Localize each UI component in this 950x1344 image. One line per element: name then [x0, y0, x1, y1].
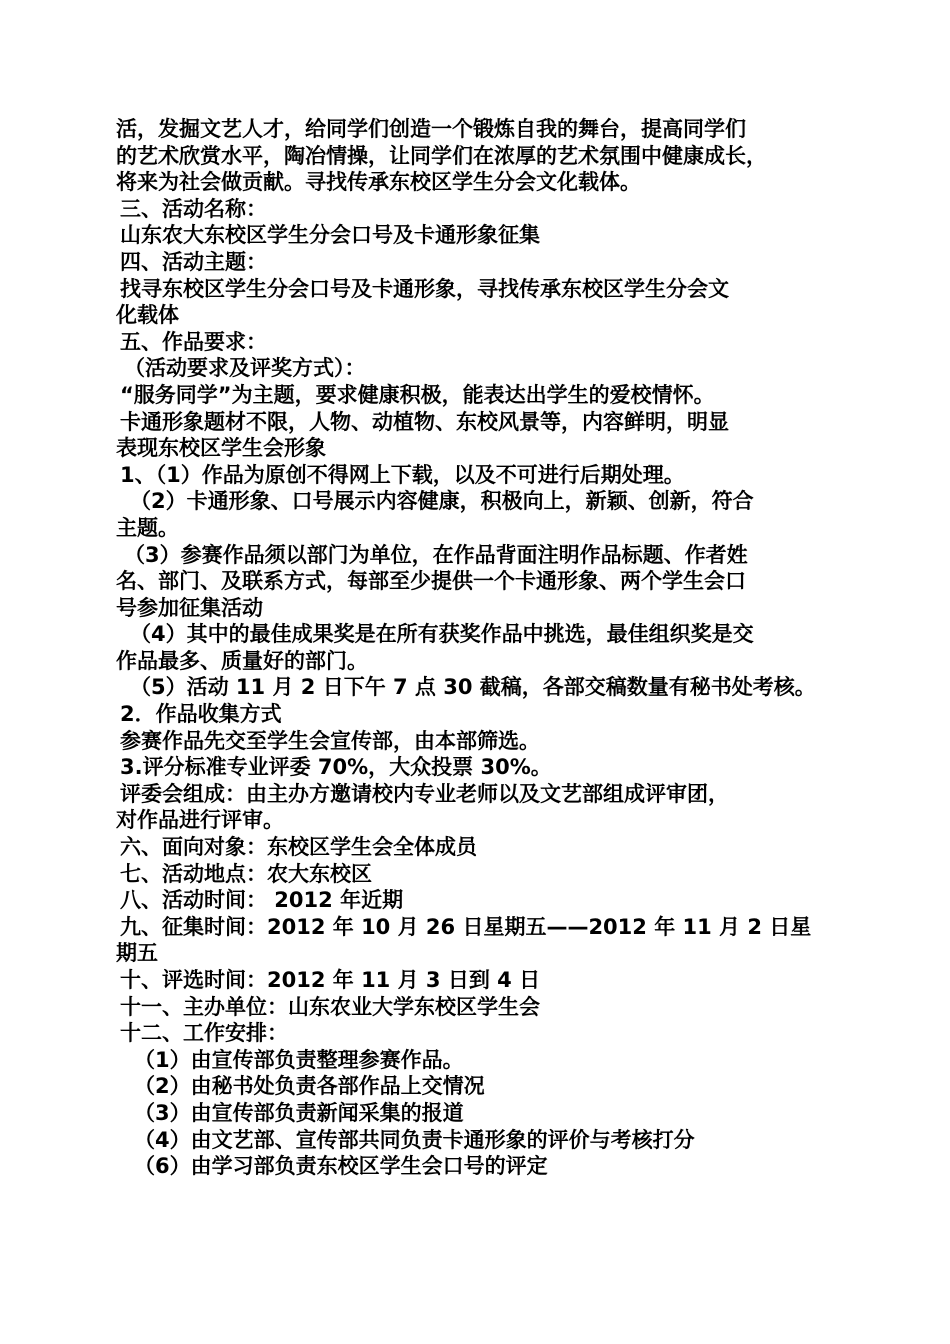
section-heading: 三、活动名称：: [120, 196, 267, 221]
list-item: （4）由文艺部、宣传部共同负责卡通形象的评价与考核打分: [134, 1127, 695, 1152]
list-item: （2）由秘书处负责各部作品上交情况: [134, 1074, 485, 1099]
list-item: （3）参赛作品须以部门为单位，在作品背面注明作品标题、作者姓: [124, 542, 748, 567]
text-line: 3.评分标准专业评委 70%，大众投票 30%。: [120, 755, 552, 780]
list-item: （1）由宣传部负责整理参赛作品。: [134, 1047, 464, 1072]
text-line: 化载体: [116, 303, 179, 328]
text-line: 山东农大东校区学生分会口号及卡通形象征集: [120, 223, 540, 248]
text-line: 活，发掘文艺人才，给同学们创造一个锻炼自我的舞台，提高同学们: [116, 117, 746, 141]
text-line: 对作品进行评审。: [116, 808, 284, 833]
section-heading: 六、面向对象：东校区学生会全体成员: [120, 835, 477, 860]
text-line: “服务同学”为主题，要求健康积极，能表达出学生的爱校情怀。: [120, 382, 715, 407]
list-item: （5）活动 11 月 2 日下午 7 点 30 截稿，各部交稿数量有秘书处考核。: [130, 675, 816, 700]
section-heading: 十一、主办单位：山东农业大学东校区学生会: [120, 994, 540, 1019]
text-line: 参赛作品先交至学生会宣传部，由本部筛选。: [120, 728, 540, 753]
text-line: （活动要求及评奖方式）：: [124, 356, 366, 381]
section-heading: 七、活动地点：农大东校区: [120, 861, 372, 886]
text-line: 的艺术欣赏水平，陶冶情操，让同学们在浓厚的艺术氛围中健康成长，: [116, 143, 767, 168]
text-line: 找寻东校区学生分会口号及卡通形象，寻找传承东校区学生分会文: [120, 276, 729, 301]
section-heading: 四、活动主题：: [120, 249, 267, 274]
text-line: 卡通形象题材不限，人物、动植物、东校风景等，内容鲜明，明显: [120, 409, 729, 434]
section-heading: 九、征集时间：2012 年 10 月 26 日星期五——2012 年 11 月 2 日星: [120, 914, 812, 939]
text-line: 将来为社会做贡献。寻找传承东校区学生分会文化载体。: [116, 170, 641, 195]
section-heading: 八、活动时间： 2012 年近期: [120, 888, 404, 913]
list-item: （3）由宣传部负责新闻采集的报道: [134, 1100, 464, 1125]
text-line: 表现东校区学生会形象: [116, 436, 326, 461]
list-item: （2）卡通形象、口号展示内容健康，积极向上，新颖、创新，符合: [130, 489, 754, 514]
section-heading: 十、评选时间：2012 年 11 月 3 日到 4 日: [120, 968, 541, 992]
text-line: 作品最多、质量好的部门。: [116, 648, 368, 673]
text-line: 名、部门、及联系方式，每部至少提供一个卡通形象、两个学生会口: [116, 569, 746, 594]
text-line: 主题。: [116, 515, 179, 540]
section-heading: 五、作品要求：: [120, 329, 267, 354]
document-page: [116, 116, 846, 1180]
list-item: （6）由学习部负责东校区学生会口号的评定: [134, 1154, 548, 1179]
text-line: 期五: [116, 941, 158, 966]
section-heading: 2．作品收集方式: [120, 702, 282, 727]
text-line: 号参加征集活动: [116, 595, 263, 620]
section-heading: 十二、工作安排：: [120, 1021, 288, 1046]
list-item: （4）其中的最佳成果奖是在所有获奖作品中挑选，最佳组织奖是交: [130, 622, 754, 647]
text-line: 评委会组成：由主办方邀请校内专业老师以及文艺部组成评审团，: [120, 781, 729, 806]
list-item: 1、（1）作品为原创不得网上下载，以及不可进行后期处理。: [120, 462, 685, 487]
